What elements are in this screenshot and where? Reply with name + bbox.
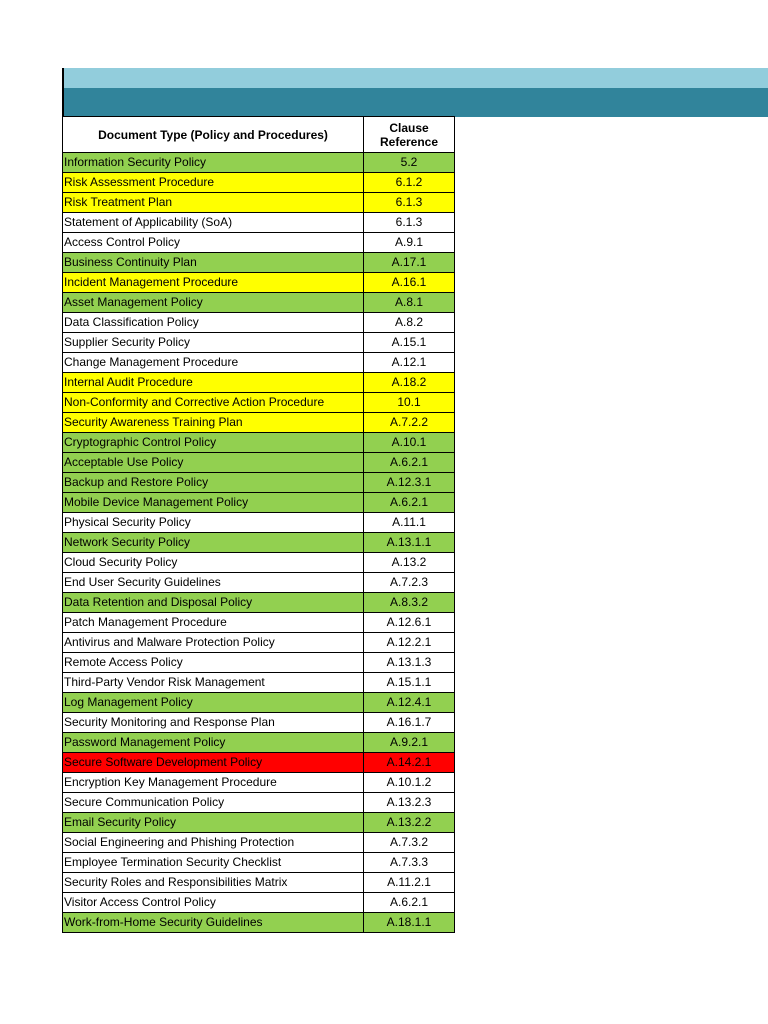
- policy-document-table: [62, 116, 455, 933]
- table-row: [63, 813, 455, 833]
- document-type-cell[interactable]: Network Security Policy: [63, 533, 364, 553]
- clause-reference-cell[interactable]: A.14.2.1: [364, 753, 455, 773]
- document-type-cell[interactable]: Security Roles and Responsibilities Matrix: [63, 873, 364, 893]
- clause-reference-cell[interactable]: 5.2: [364, 153, 455, 173]
- clause-reference-cell[interactable]: 6.1.3: [364, 213, 455, 233]
- clause-reference-cell[interactable]: 6.1.3: [364, 193, 455, 213]
- clause-reference-cell[interactable]: A.7.3.3: [364, 853, 455, 873]
- table-row: [63, 293, 455, 313]
- clause-reference-cell[interactable]: A.13.1.1: [364, 533, 455, 553]
- document-type-cell[interactable]: Password Management Policy: [63, 733, 364, 753]
- table-row: [63, 453, 455, 473]
- clause-reference-cell[interactable]: A.7.2.2: [364, 413, 455, 433]
- table-row: [63, 493, 455, 513]
- document-type-cell[interactable]: Statement of Applicability (SoA): [63, 213, 364, 233]
- clause-reference-cell[interactable]: A.15.1.1: [364, 673, 455, 693]
- document-type-cell[interactable]: Supplier Security Policy: [63, 333, 364, 353]
- clause-reference-cell[interactable]: 10.1: [364, 393, 455, 413]
- clause-reference-cell[interactable]: A.8.3.2: [364, 593, 455, 613]
- document-type-cell[interactable]: Patch Management Procedure: [63, 613, 364, 633]
- document-type-cell[interactable]: Cryptographic Control Policy: [63, 433, 364, 453]
- clause-reference-cell[interactable]: A.7.2.3: [364, 573, 455, 593]
- document-type-cell[interactable]: Remote Access Policy: [63, 653, 364, 673]
- document-type-cell[interactable]: Access Control Policy: [63, 233, 364, 253]
- document-type-cell[interactable]: Information Security Policy: [63, 153, 364, 173]
- document-type-cell[interactable]: Data Classification Policy: [63, 313, 364, 333]
- table-row: [63, 793, 455, 813]
- table-header-row: [63, 117, 455, 153]
- document-type-cell[interactable]: Encryption Key Management Procedure: [63, 773, 364, 793]
- table-row: [63, 253, 455, 273]
- clause-reference-cell[interactable]: A.15.1: [364, 333, 455, 353]
- document-type-cell[interactable]: Risk Treatment Plan: [63, 193, 364, 213]
- table-row: [63, 753, 455, 773]
- document-type-cell[interactable]: Non-Conformity and Corrective Action Procedure: [63, 393, 364, 413]
- table-row: [63, 913, 455, 933]
- clause-reference-cell[interactable]: A.6.2.1: [364, 893, 455, 913]
- table-row: [63, 553, 455, 573]
- table-row: [63, 773, 455, 793]
- table-row: [63, 413, 455, 433]
- document-type-cell[interactable]: Social Engineering and Phishing Protection: [63, 833, 364, 853]
- clause-reference-cell[interactable]: A.12.2.1: [364, 633, 455, 653]
- clause-reference-cell[interactable]: A.11.1: [364, 513, 455, 533]
- clause-reference-cell[interactable]: A.16.1.7: [364, 713, 455, 733]
- document-type-cell[interactable]: Change Management Procedure: [63, 353, 364, 373]
- table-row: [63, 533, 455, 553]
- clause-reference-cell[interactable]: A.18.1.1: [364, 913, 455, 933]
- clause-reference-cell[interactable]: A.10.1: [364, 433, 455, 453]
- document-type-cell[interactable]: Work-from-Home Security Guidelines: [63, 913, 364, 933]
- document-type-cell[interactable]: Cloud Security Policy: [63, 553, 364, 573]
- clause-reference-cell[interactable]: A.6.2.1: [364, 453, 455, 473]
- clause-reference-cell[interactable]: A.13.2: [364, 553, 455, 573]
- document-type-cell[interactable]: End User Security Guidelines: [63, 573, 364, 593]
- table-row: [63, 833, 455, 853]
- clause-reference-cell[interactable]: A.12.1: [364, 353, 455, 373]
- clause-reference-cell[interactable]: A.13.1.3: [364, 653, 455, 673]
- table-row: [63, 573, 455, 593]
- header-band-dark: [64, 88, 768, 117]
- table-row: [63, 653, 455, 673]
- clause-reference-cell[interactable]: A.6.2.1: [364, 493, 455, 513]
- document-type-cell[interactable]: Security Monitoring and Response Plan: [63, 713, 364, 733]
- document-type-cell[interactable]: Physical Security Policy: [63, 513, 364, 533]
- clause-reference-cell[interactable]: A.12.4.1: [364, 693, 455, 713]
- table-row: [63, 313, 455, 333]
- table-row: [63, 673, 455, 693]
- document-type-cell[interactable]: Security Awareness Training Plan: [63, 413, 364, 433]
- table-row: [63, 873, 455, 893]
- table-row: [63, 393, 455, 413]
- document-type-cell[interactable]: Asset Management Policy: [63, 293, 364, 313]
- clause-reference-cell[interactable]: A.10.1.2: [364, 773, 455, 793]
- table-body: [63, 153, 455, 933]
- clause-reference-cell[interactable]: A.12.6.1: [364, 613, 455, 633]
- document-type-cell[interactable]: Acceptable Use Policy: [63, 453, 364, 473]
- document-type-cell[interactable]: Visitor Access Control Policy: [63, 893, 364, 913]
- document-type-cell[interactable]: Third-Party Vendor Risk Management: [63, 673, 364, 693]
- table-row: [63, 333, 455, 353]
- table-row: [63, 213, 455, 233]
- table-row: [63, 733, 455, 753]
- clause-reference-cell[interactable]: A.13.2.2: [364, 813, 455, 833]
- document-type-cell[interactable]: Secure Software Development Policy: [63, 753, 364, 773]
- clause-reference-cell[interactable]: A.17.1: [364, 253, 455, 273]
- clause-reference-cell[interactable]: A.7.3.2: [364, 833, 455, 853]
- clause-reference-cell[interactable]: A.13.2.3: [364, 793, 455, 813]
- clause-reference-cell[interactable]: A.9.2.1: [364, 733, 455, 753]
- table-row: [63, 693, 455, 713]
- table-row: [63, 593, 455, 613]
- table-row: [63, 353, 455, 373]
- table-row: [63, 613, 455, 633]
- header-document-type[interactable]: Document Type (Policy and Procedures): [63, 117, 364, 153]
- table-row: [63, 473, 455, 493]
- document-type-cell[interactable]: Secure Communication Policy: [63, 793, 364, 813]
- table-row: [63, 153, 455, 173]
- document-type-cell[interactable]: Mobile Device Management Policy: [63, 493, 364, 513]
- clause-reference-cell[interactable]: 6.1.2: [364, 173, 455, 193]
- clause-reference-cell[interactable]: A.16.1: [364, 273, 455, 293]
- table-row: [63, 193, 455, 213]
- table-row: [63, 853, 455, 873]
- document-type-cell[interactable]: Backup and Restore Policy: [63, 473, 364, 493]
- table-row: [63, 433, 455, 453]
- document-type-cell[interactable]: Employee Termination Security Checklist: [63, 853, 364, 873]
- document-type-cell[interactable]: Internal Audit Procedure: [63, 373, 364, 393]
- clause-reference-cell[interactable]: A.12.3.1: [364, 473, 455, 493]
- document-type-cell[interactable]: Log Management Policy: [63, 693, 364, 713]
- table-row: [63, 513, 455, 533]
- table-row: [63, 273, 455, 293]
- clause-reference-cell[interactable]: A.8.2: [364, 313, 455, 333]
- table-row: [63, 173, 455, 193]
- clause-reference-cell[interactable]: A.11.2.1: [364, 873, 455, 893]
- table-row: [63, 633, 455, 653]
- document-type-cell[interactable]: Risk Assessment Procedure: [63, 173, 364, 193]
- table-row: [63, 713, 455, 733]
- document-type-cell[interactable]: Business Continuity Plan: [63, 253, 364, 273]
- clause-reference-cell[interactable]: A.8.1: [364, 293, 455, 313]
- clause-reference-cell[interactable]: A.9.1: [364, 233, 455, 253]
- document-type-cell[interactable]: Antivirus and Malware Protection Policy: [63, 633, 364, 653]
- header-clause-reference[interactable]: Clause Reference: [364, 117, 455, 153]
- document-type-cell[interactable]: Incident Management Procedure: [63, 273, 364, 293]
- document-type-cell[interactable]: Email Security Policy: [63, 813, 364, 833]
- table-row: [63, 373, 455, 393]
- table-row: [63, 893, 455, 913]
- clause-reference-cell[interactable]: A.18.2: [364, 373, 455, 393]
- header-band-light: [64, 68, 768, 88]
- document-type-cell[interactable]: Data Retention and Disposal Policy: [63, 593, 364, 613]
- table-row: [63, 233, 455, 253]
